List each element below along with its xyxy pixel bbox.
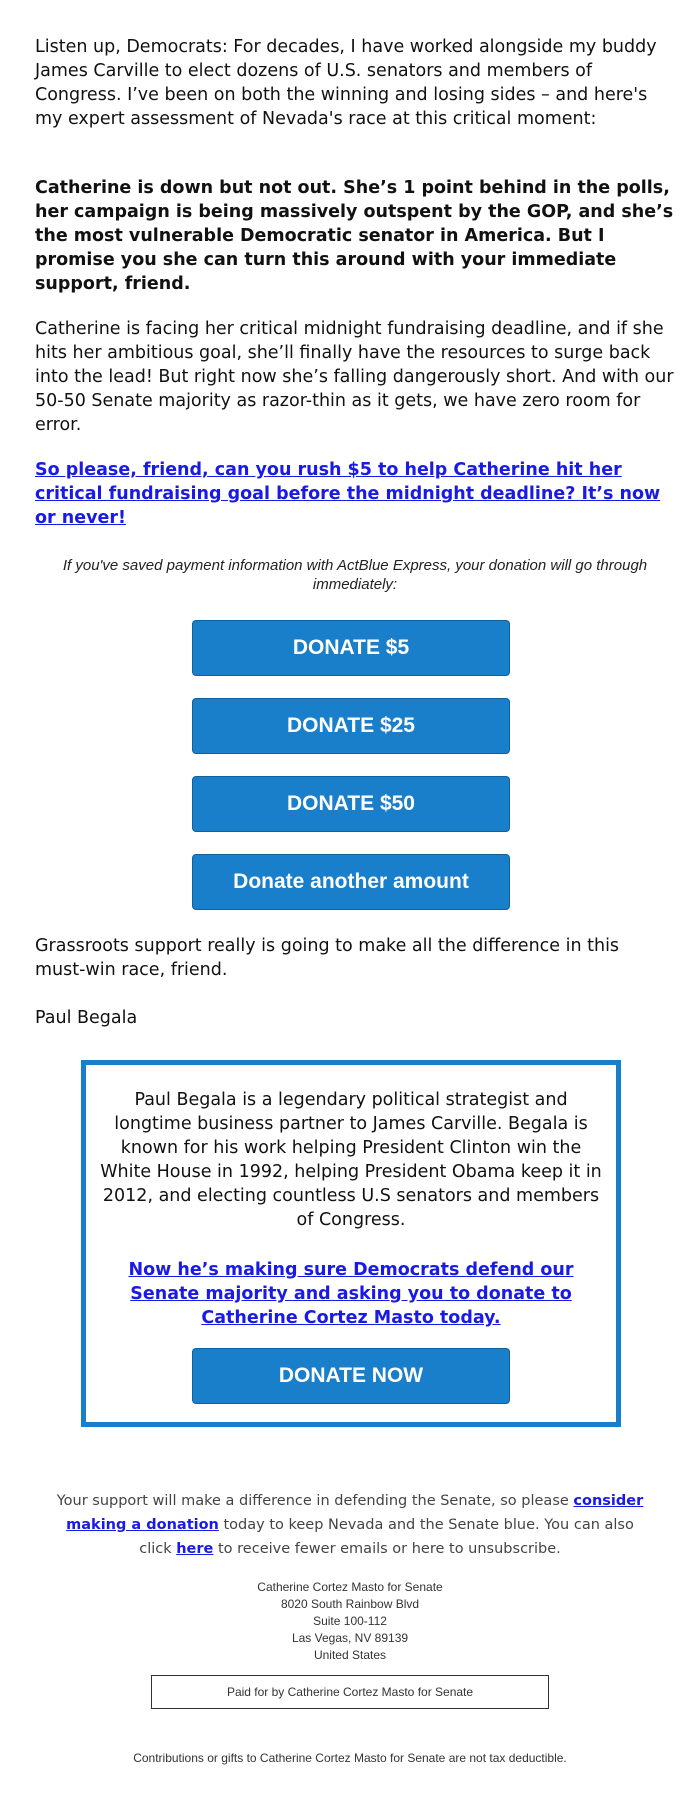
tax-disclaimer: Contributions or gifts to Catherine Cortez Masto for Senate are not tax deductible. — [133, 1751, 567, 1765]
donate-5-button[interactable]: DONATE $5 — [192, 620, 510, 676]
mailing-address — [150, 1579, 550, 1664]
fewer-emails-link[interactable]: here — [176, 1541, 214, 1557]
consider-donation-link[interactable]: consider making a donation — [66, 1493, 644, 1533]
donate-50-button[interactable]: DONATE $50 — [192, 776, 510, 832]
bold-paragraph: Catherine is down but not out. She’s 1 point behind in the polls, her campaign is being massively outspent by the GOP, and she’s the most vulnerable Democratic senator in America. But I promise you she can turn this around with your immediate support, friend. — [35, 178, 674, 294]
footer-text-middle: today to keep Nevada and the Senate blue. You can also click — [139, 1517, 634, 1557]
ask-link[interactable]: So please, friend, can you rush $5 to help Catherine hit her critical fundraising goal before the midnight deadline? It’s now or never! — [35, 460, 661, 528]
address-line: Las Vegas, NV 89139 — [291, 1631, 409, 1645]
bio-text: Paul Begala is a legendary political strategist and longtime business partner to James Carville. Begala is known for his work helping President Clinton win the White House in 1992, helping President Obama keep it in 2012, and electing countless U.S senators and members of Congress. — [100, 1090, 602, 1230]
intro-paragraph: Listen up, Democrats: For decades, I have worked alongside my buddy James Carville to elect dozens of U.S. senators and members of Congress. I’ve been on both the winning and losing sides – and here's my expert assessment of Nevada's race at this critical moment: — [35, 37, 657, 129]
deadline-paragraph: Catherine is facing her critical midnight fundraising deadline, and if she hits her ambitious goal, she’ll finally have the resources to surge back into the lead! But right now she’s falling dangerously short. And with our 50-50 Senate majority as razor-thin as it gets, we have zero room for error. — [35, 319, 674, 435]
signature: Paul Begala — [35, 1008, 138, 1028]
address-line: 8020 South Rainbow Blvd — [280, 1597, 420, 1611]
closing-paragraph: Grassroots support really is going to make all the difference in this must-win race, friend. — [35, 936, 620, 980]
footer-text-before: Your support will make a difference in defending the Senate, so please — [56, 1493, 574, 1509]
paid-for-box: Paid for by Catherine Cortez Masto for Senate — [151, 1675, 549, 1709]
bio-link-paragraph — [99, 1258, 603, 1330]
donate-25-button[interactable]: DONATE $25 — [192, 698, 510, 754]
address-line: Suite 100-112 — [313, 1614, 387, 1628]
bio-donate-link[interactable]: Now he’s making sure Democrats defend our Senate majority and asking you to donate to Catherine Cortez Masto today. — [128, 1260, 574, 1328]
address-line: United States — [313, 1648, 387, 1662]
footer-text — [50, 1489, 650, 1561]
donate-now-button[interactable]: DONATE NOW — [192, 1348, 510, 1404]
donate-other-amount-button[interactable]: Donate another amount — [192, 854, 510, 910]
footer-text-after: to receive fewer emails or here to unsubscribe. — [213, 1541, 561, 1557]
ask-paragraph — [35, 458, 675, 530]
actblue-note: If you've saved payment information with ActBlue Express, your donation will go through immediately: — [62, 557, 648, 593]
address-line: Catherine Cortez Masto for Senate — [257, 1580, 443, 1594]
